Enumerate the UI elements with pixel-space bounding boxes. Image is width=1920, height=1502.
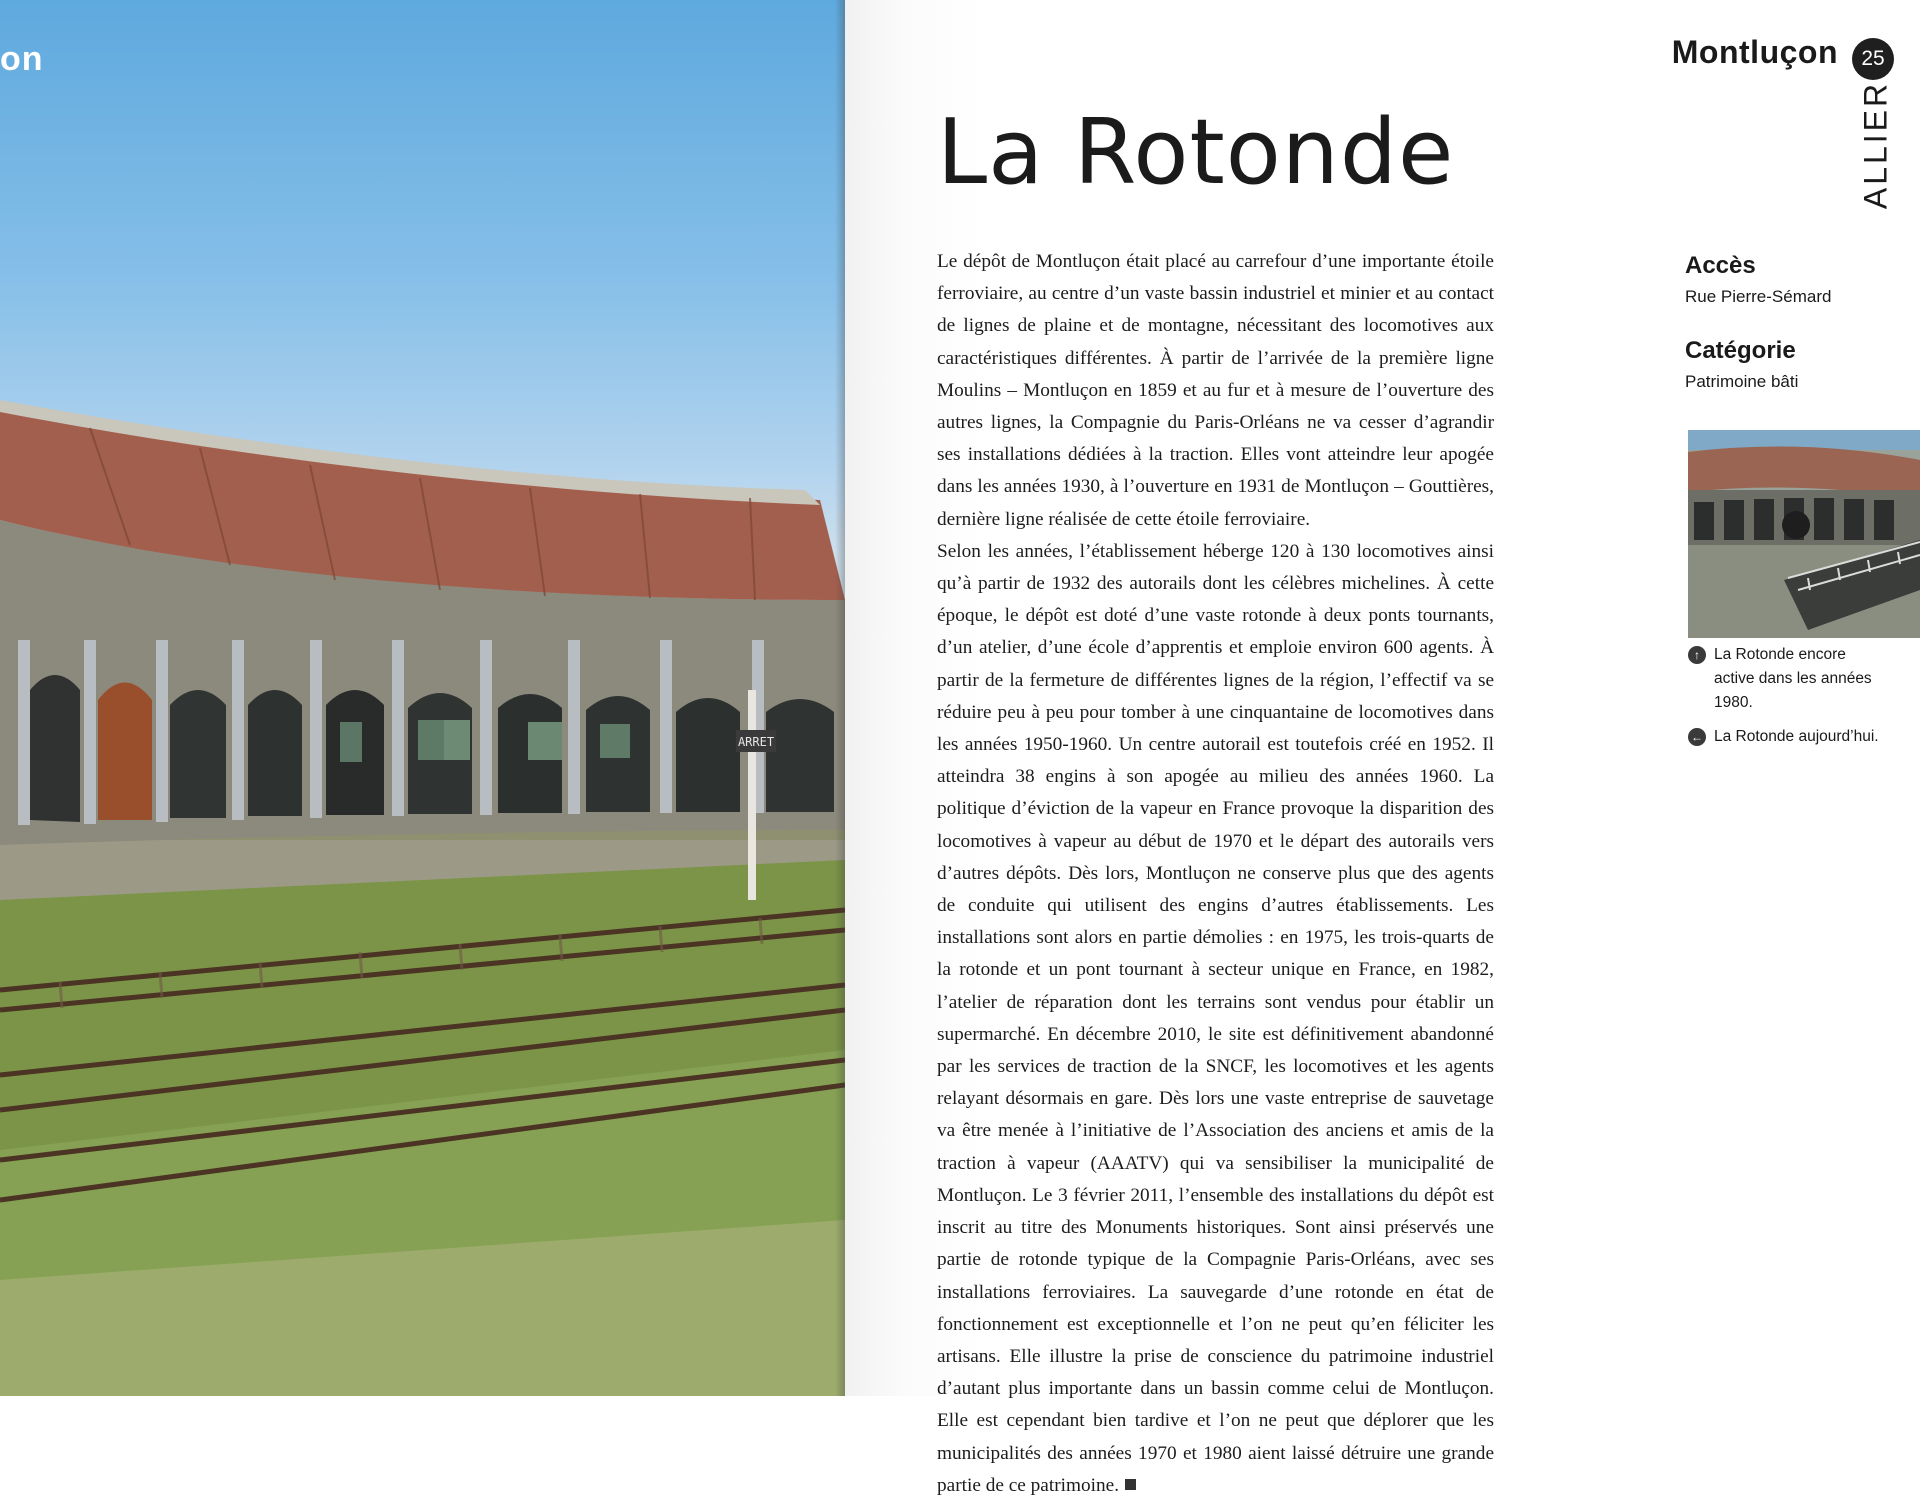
region-label-text: ALLIER <box>1857 80 1894 210</box>
thumbnail-roundhouse-image <box>1688 430 1920 638</box>
body-paragraph-1: Le dépôt de Montluçon était placé au carrefour d’une importante étoile ferroviaire, au centre d’un vaste bassin industriel et minier et au contact de lignes de plaine et de montagne, nécessitant des locomotives aux caractéristiques différentes. À partir de l’arrivée de la première ligne Moulins – Montluçon en 1859 et au fur et à mesure de l’ouverture des autres lignes, la Compagnie du Paris-Orléans ne va cesser d’agrandir ses installations dédiées à la traction. Elles vont atteindre leur apogée dans les années 1930, à l’ouverture en 1931 de Montluçon – Gouttières, dernière ligne réalisée de cette étoile ferroviaire. <box>937 251 1494 530</box>
access-info <box>1685 252 1895 307</box>
arrow-up-circle-icon: ↑ <box>1688 646 1706 664</box>
category-label: Catégorie <box>1685 337 1796 364</box>
body-paragraph-2-text: Selon les années, l’établissement héberge 120 à 130 locomotives ainsi qu’à partir de 1932 des autorails dont les célèbres michelines. À cette époque, le dépôt est doté d’une vaste rotonde à deux ponts tournants, d’un atelier, d’une école d’apprentis et emploie environ 600 agents. À partir de la fermeture de différentes lignes de la région, l’effectif va se réduire peu à peu pour tomber à une cinquantaine de locomotives dans les années 1950-1960. Un centre autorail est toutefois créé en 1952. Il atteindra 38 engins à son apogée au milieu des années 1960. La politique d’éviction de la vapeur en France provoque la disparition des locomotives à vapeur au début de 1970 et le départ des autorails vers d’autres dépôts. Dès lors, Montluçon ne conserve plus que des agents de conduite qui utilisent des engins d’autres établissements. Les installations sont alors en partie démolies : en 1975, les trois-quarts de la rotonde et un pont tournant à secteur unique en France, en 1982, l’atelier de réparation dont les terrains sont vendus pour établir un supermarché. En décembre 2010, le site est définitivement abandonné par les services de traction de la SNCF, les locomotives et les agents relayant désormais en gare. Dès lors une vaste entreprise de sauvetage va être menée à l’initiative de l’Association des anciens et amis de la traction à vapeur (AAATV) qui va sensibiliser la municipalité de Montluçon. Le 3 février 2011, l’ensemble des installations du dépôt est inscrit au titre des Monuments historiques. Sont ainsi préservés une partie de rotonde typique de la Compagnie Paris-Orléans, avec ses installations ferroviaires. La sauvegarde d’une rotonde en état de fonctionnement est exceptionnelle et l’on ne peut qu’en féliciter les artisans. Elle illustre la prise de conscience du patrimoine industriel d’autant plus importante dans un bassin comme celui de Montluçon. Elle est cependant bien tardive et l’on ne peut que déplorer que les municipalités des années 1970 et 1980 aient laissé détruire une grande partie de ce patrimoine. <box>937 540 1494 1496</box>
photo-page <box>0 0 845 1396</box>
page-title: La Rotonde <box>937 100 1455 205</box>
thumbnail-photo <box>1688 430 1920 638</box>
body-paragraph-2 <box>937 536 1494 1502</box>
running-head-fragment: on <box>0 40 44 78</box>
arrow-left-circle-icon: ← <box>1688 728 1706 746</box>
text-page <box>845 0 1920 1496</box>
arret-sign-text: ARRET <box>737 735 775 749</box>
roundhouse-photo <box>0 0 845 1396</box>
end-mark-icon <box>1125 1479 1136 1490</box>
running-head-town: Montluçon <box>1671 34 1838 70</box>
access-value: Rue Pierre-Sémard <box>1685 286 1832 306</box>
access-label: Accès <box>1685 252 1756 279</box>
article-body <box>937 246 1494 1502</box>
caption-text: La Rotonde aujourd’hui. <box>1714 728 1879 745</box>
signal-post <box>748 690 756 900</box>
region-label <box>1856 80 1896 210</box>
photo-captions <box>1688 643 1888 759</box>
category-info <box>1685 337 1895 392</box>
page-number-badge: 25 <box>1852 38 1894 80</box>
caption-item <box>1688 725 1888 749</box>
category-value: Patrimoine bâti <box>1685 371 1799 391</box>
caption-text: La Rotonde encore active dans les années 1980. <box>1714 646 1872 711</box>
caption-item <box>1688 643 1888 715</box>
